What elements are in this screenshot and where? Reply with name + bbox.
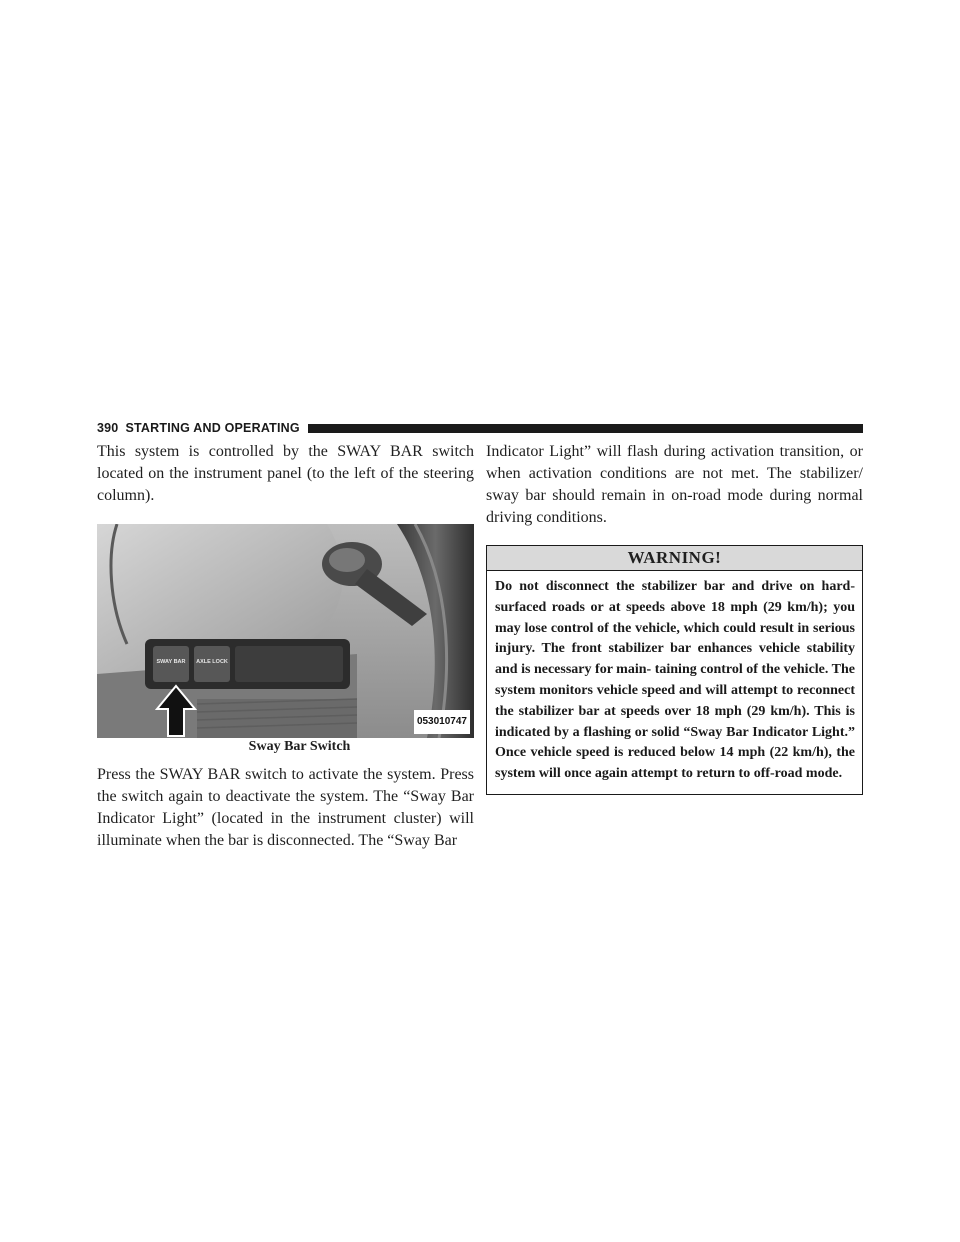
sway-bar-switch-figure — [97, 524, 474, 738]
page-number: 390 — [97, 421, 119, 435]
body-paragraph: Press the SWAY BAR switch to activate the system. Press the switch again to deactivate the system. The “Sway Bar Indicator Light” (located in the instrument cluster) will illuminate when the bar is disconnected. The “Sway Bar — [97, 766, 474, 849]
intro-paragraph: This system is controlled by the SWAY BAR switch located on the instrument panel (to the left of the steering column). — [97, 443, 474, 504]
continuation-paragraph: Indicator Light” will flash during activation transition, or when activation conditions are not met. The stabilizer/ sway bar should remain in on-road mode during normal driving conditions. — [486, 443, 863, 526]
warning-box — [486, 545, 863, 795]
sway-bar-button-label: SWAY BAR — [156, 659, 186, 665]
page-header — [97, 420, 863, 436]
figure-caption: Sway Bar Switch — [248, 739, 351, 754]
figure-code: 053010747 — [414, 710, 470, 734]
axle-lock-button-label: AXLE LOCK — [196, 659, 228, 665]
warning-text: Do not disconnect the stabilizer bar and drive on hard-surfaced roads or at speeds above 18 mph (29 km/h); you may lose control of the vehicle, which could result in serious injury. The front stabilizer bar enhances vehicle stability and is necessary for main- taining control of the vehicle. The system monitors vehicle speed and will attempt to reconnect the stabilizer bar at speeds over 18 mph (29 km/h). This is indicated by a flashing or solid “Sway Bar Indicator Light.” Once vehicle speed is reduced below 14 mph (22 km/h), the system will once again attempt to return to off-road mode. — [495, 579, 855, 782]
right-column — [486, 441, 863, 795]
header-rule — [308, 424, 863, 433]
dashboard-photo — [97, 524, 474, 738]
warning-title: WARNING! — [487, 546, 862, 571]
section-title: STARTING AND OPERATING — [125, 421, 300, 435]
left-column — [97, 441, 474, 852]
